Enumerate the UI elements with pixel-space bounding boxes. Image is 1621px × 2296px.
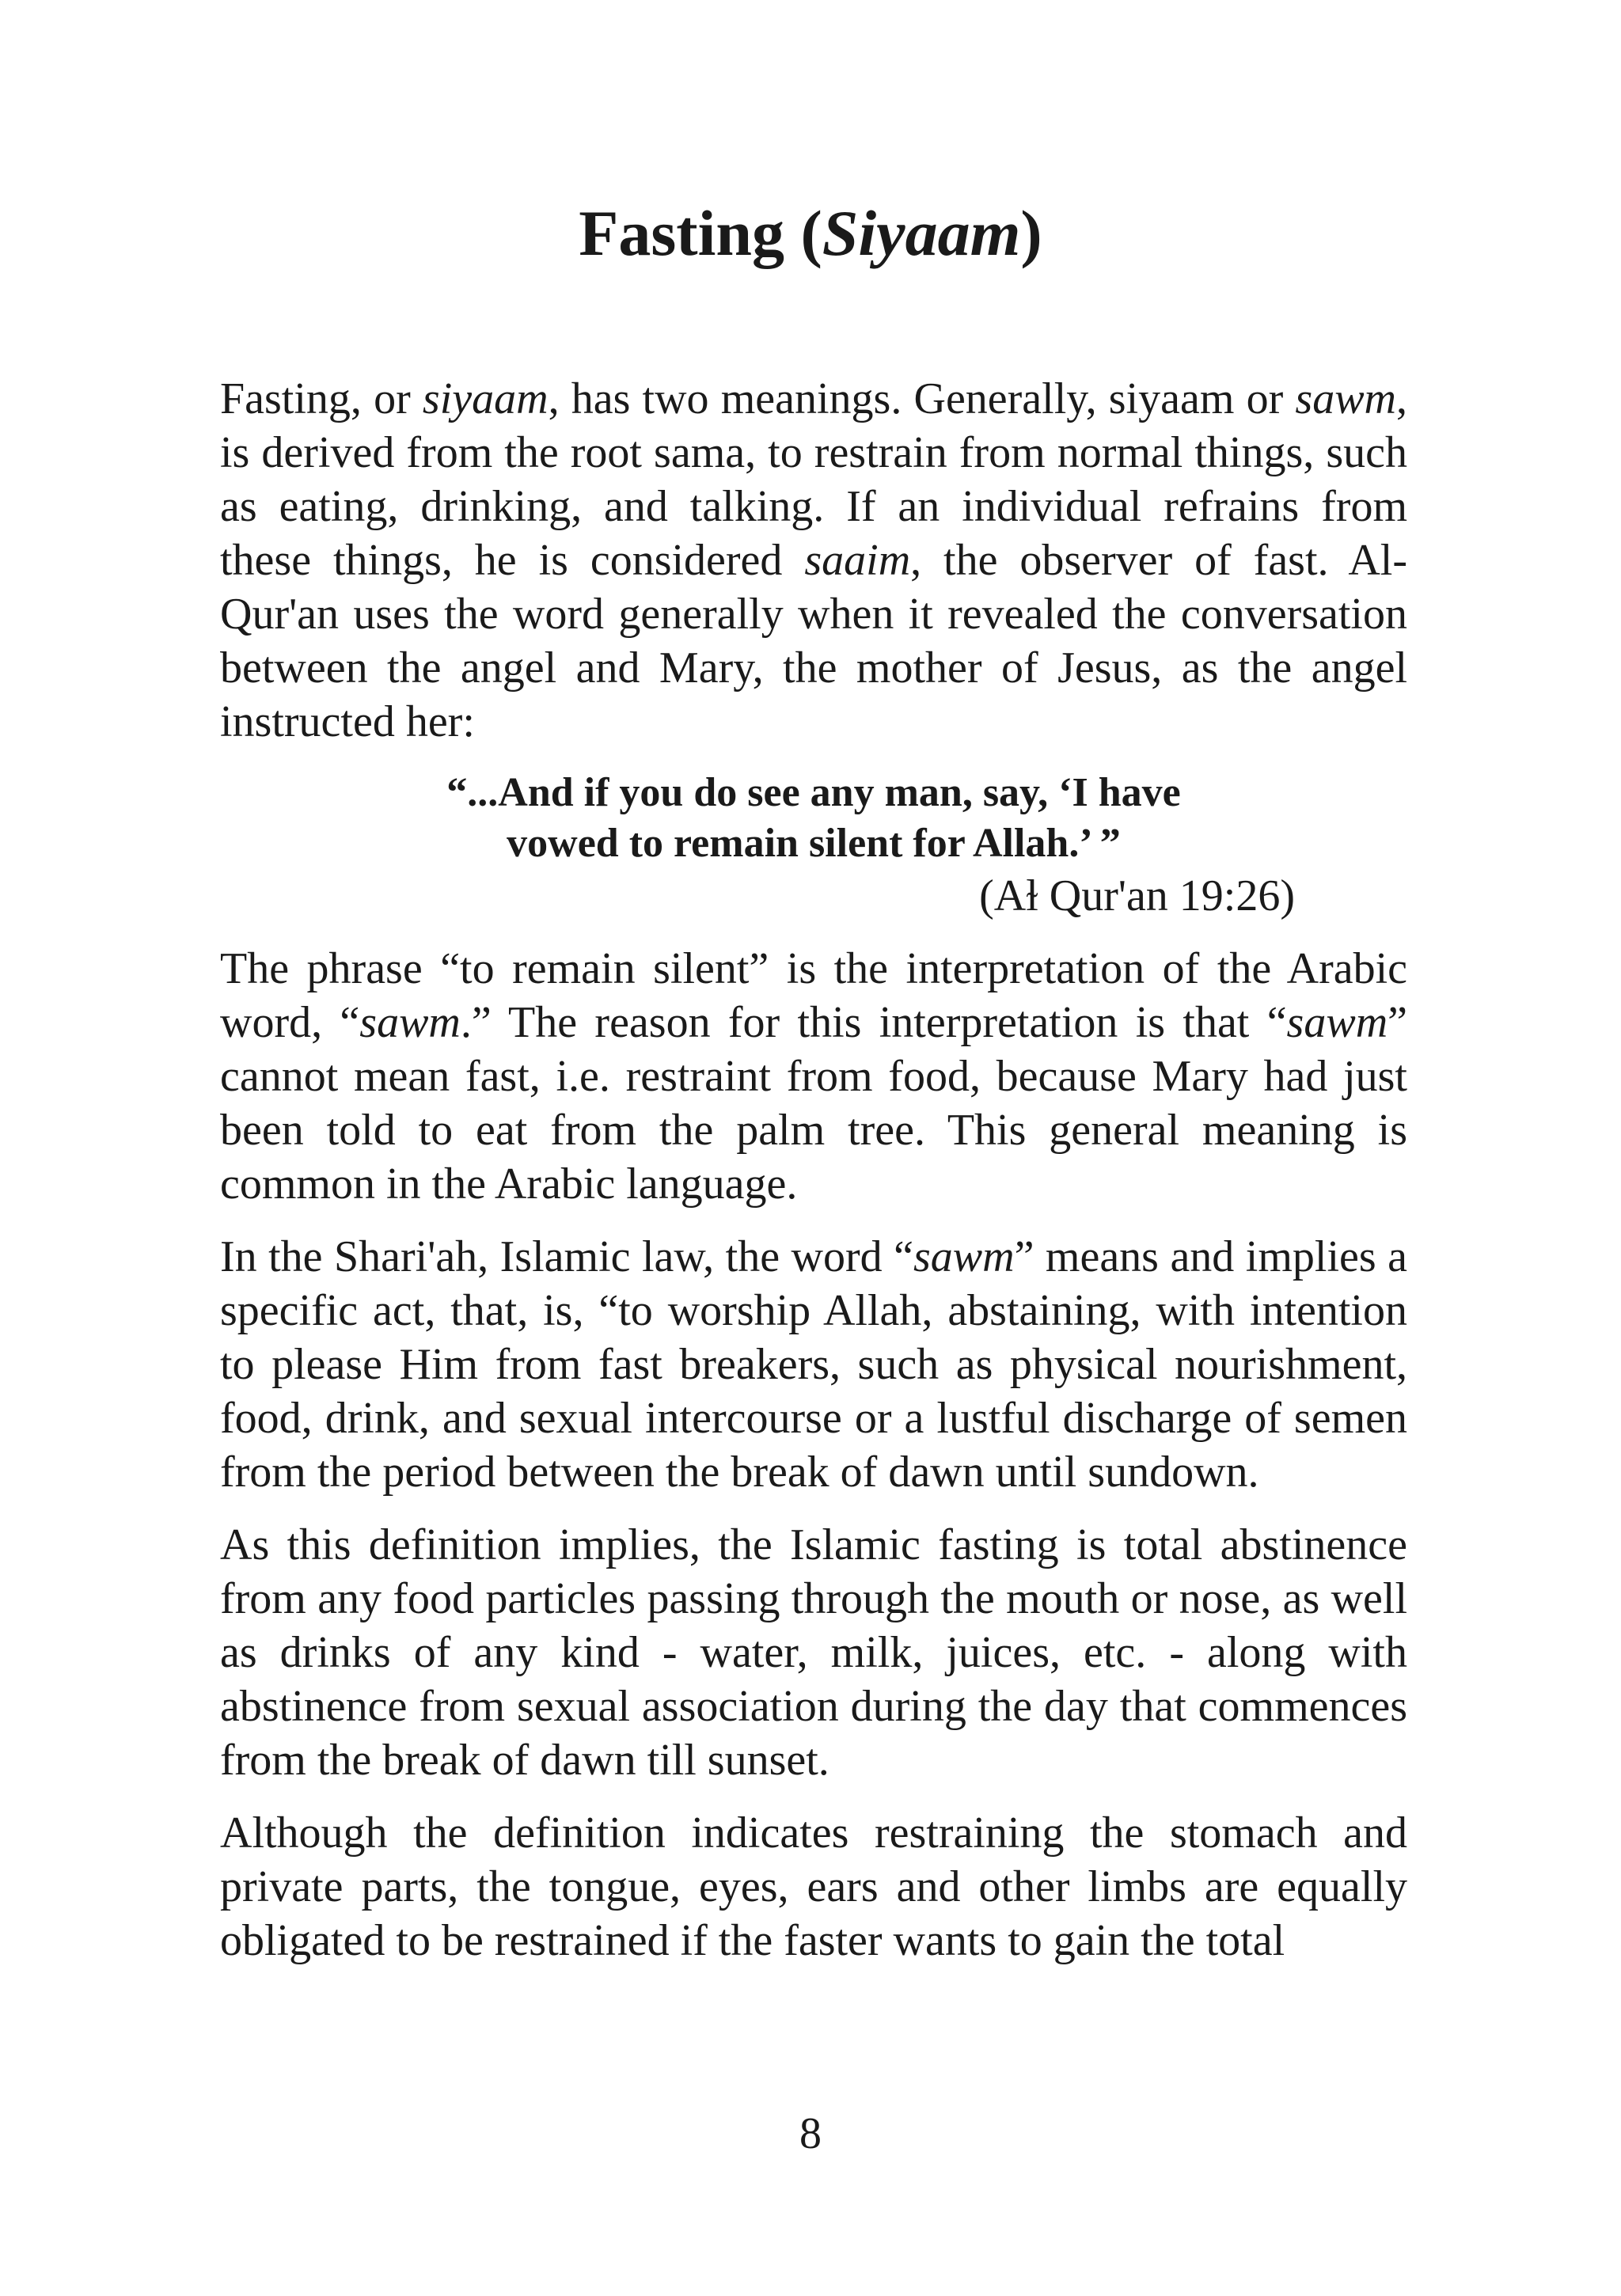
page-title: [0, 190, 1621, 277]
paragraph-2: [220, 942, 1407, 1211]
italic-term: sawm: [359, 998, 461, 1047]
title-text: Fasting (: [579, 197, 822, 269]
body-text: [220, 372, 1407, 1987]
paragraph-2-text: .” The reason for this interpretation is that “: [460, 998, 1287, 1047]
italic-term: saaim: [804, 536, 911, 585]
italic-term: sawm: [1295, 374, 1396, 423]
paragraph-2-text: The phrase “to remain silent” is the interpretation of the Arabic word, “: [220, 944, 1407, 1047]
page-number: 8: [799, 2109, 822, 2158]
paragraph-1-text: Fasting, or: [220, 374, 423, 423]
paragraph-4: As this definition implies, the Islamic fasting is total abstinence from any food particles passing through the mouth or nose, as well as drinks of any kind - water, milk, juices, etc. - along with abstinence from sexual association during the day that commences from the break of dawn till sunset.: [220, 1520, 1407, 1785]
paragraph-2-text: ” cannot mean fast, i.e. restraint from food, because Mary had just been told to eat from the palm tree. This general meaning is common in the Arabic language.: [220, 998, 1407, 1209]
quote-line-2: vowed to remain silent for Allah.’ ”: [507, 821, 1121, 866]
paragraph-3-text: ” means and implies a specific act, that, is, “to worship Allah, abstaining, with intention to please Him from fast breakers, such as physical nourishment, food, drink, and sexual intercourse or a lustful discharge of semen from the period between the break of dawn until sundown.: [220, 1232, 1408, 1497]
title-italic-term: Siyaam: [822, 197, 1021, 269]
quran-quote: [220, 768, 1407, 869]
paragraph-1: [220, 372, 1407, 749]
quote-reference: (Aɫ Qur'an 19:26): [979, 871, 1295, 920]
title-close-paren: ): [1020, 197, 1042, 269]
italic-term: siyaam: [422, 374, 549, 423]
paragraph-1-text: , is derived from the root sama, to restrain from normal things, such as eating, drinking, and talking. If an individual refrains from these things, he is considered: [220, 374, 1407, 585]
paragraph-1-text: , the observer of fast. Al-Qur'an uses the word generally when it revealed the conversation between the angel and Mary, the mother of Jesus, as the angel instructed her:: [220, 536, 1408, 746]
paragraph-5: Although the definition indicates restraining the stomach and private parts, the tongue, eyes, ears and other limbs are equally obligated to be restrained if the faster wants to gain the total: [220, 1808, 1407, 1965]
italic-term: sawm: [1286, 998, 1388, 1047]
paragraph-3: [220, 1230, 1407, 1499]
paragraph-3-text: In the Shari'ah, Islamic law, the word “: [220, 1232, 913, 1281]
quote-line-1: “...And if you do see any man, say, ‘I have: [446, 770, 1181, 815]
italic-term: sawm: [913, 1232, 1015, 1281]
paragraph-1-text: , has two meanings. Generally, siyaam or: [548, 374, 1296, 423]
